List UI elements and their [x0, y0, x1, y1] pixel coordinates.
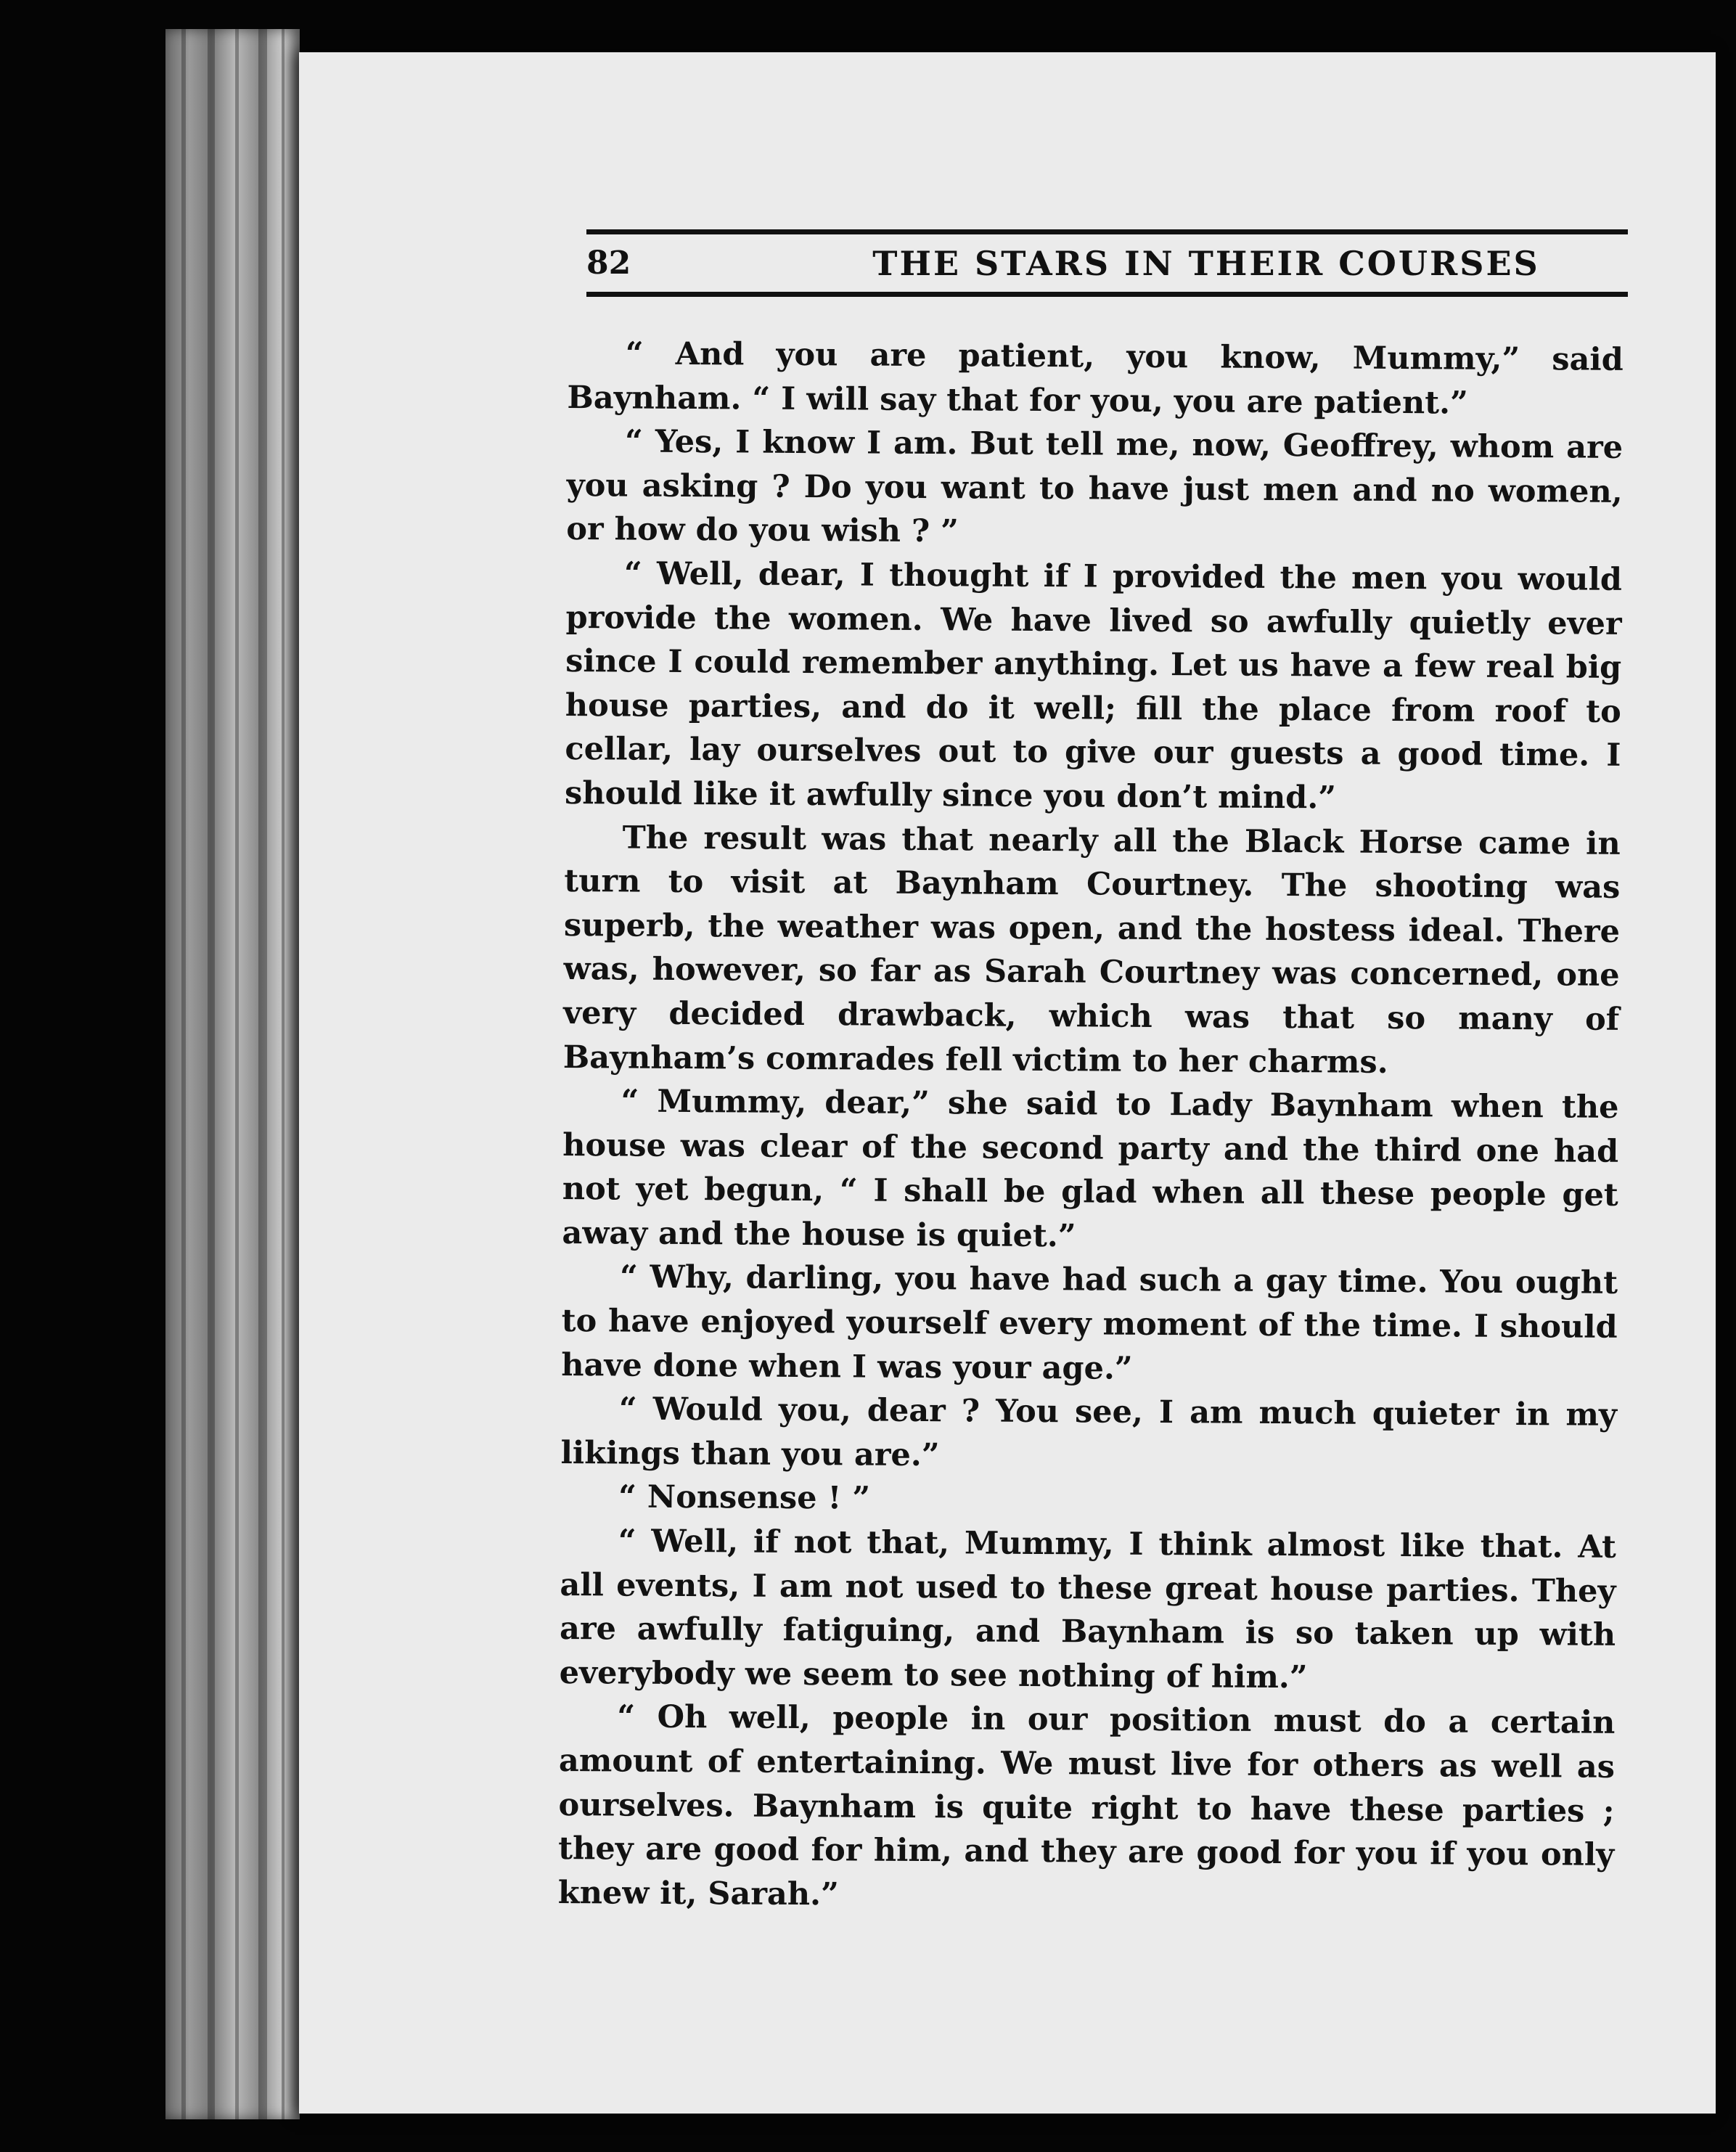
edge-streak — [181, 29, 186, 2119]
paragraph: “ Would you, dear ? You see, I am much quieter in my likings than you are.” — [560, 1391, 1618, 1474]
printed-page — [299, 52, 1716, 2114]
paragraph: The result was that nearly all the Black Horse came in turn to visit at Baynham Courtney. The shooting was superb, the weather was open, and the hostess ideal. There was, however, so far as Sarah Courtney was concerned, one very decided drawback, which was that so many of Baynham’s comrades fell victim to her charms. — [562, 819, 1621, 1081]
header-bottom-rule — [586, 292, 1628, 297]
page-number: 82 — [586, 245, 631, 282]
paragraph: “ Mummy, dear,” she said to Lady Baynham when the house was clear of the second party and the third one had not yet begun, “ I shall be glad when all these people get away and the house is quiet.” — [562, 1083, 1619, 1255]
edge-streak — [208, 29, 215, 2119]
paragraph: “ Well, if not that, Mummy, I think almost like that. At all events, I am not used to these great house parties. They are awfully fatiguing, and Baynham is so taken up with everybody we seem to see nothing of him.” — [559, 1523, 1616, 1696]
paragraph: “ Yes, I know I am. But tell me, now, Geoffrey, whom are you asking ? Do you want to have just men and no women, or how do you wish ? ” — [566, 423, 1624, 550]
paragraph: “ Why, darling, you have had such a gay time. You ought to have enjoyed yourself every moment of the time. I should have done when I was your age.” — [561, 1259, 1618, 1387]
edge-streak — [235, 29, 239, 2119]
paragraph: “ Well, dear, I thought if I provided the men you would provide the women. We have lived so awfully quietly ever since I could remember anything. Let us have a few real big house parties, and do it well; fill the place from roof to cellar, lay ourselves out to give our guests a good time. I should like it awfully since you don’t mind.” — [564, 555, 1623, 817]
body-text — [558, 332, 1624, 1921]
page-edges-gutter — [165, 29, 300, 2119]
paragraph: “ And you are patient, you know, Mummy,” said Baynham. “ I will say that for you, you are patient.” — [567, 335, 1624, 422]
edge-streak — [258, 29, 267, 2119]
running-head-title: THE STARS IN THEIR COURSES — [872, 244, 1540, 283]
paragraph: “ Oh well, people in our position must do a certain amount of entertaining. We must live for others as well as ourselves. Baynham is quite right to have these parties ; they are good for him, and they are good for you if you only knew it, Sarah.” — [557, 1698, 1616, 1913]
paragraph: “ Nonsense ! ” — [618, 1478, 871, 1518]
header-top-rule — [586, 229, 1628, 234]
edge-streak — [282, 29, 284, 2119]
